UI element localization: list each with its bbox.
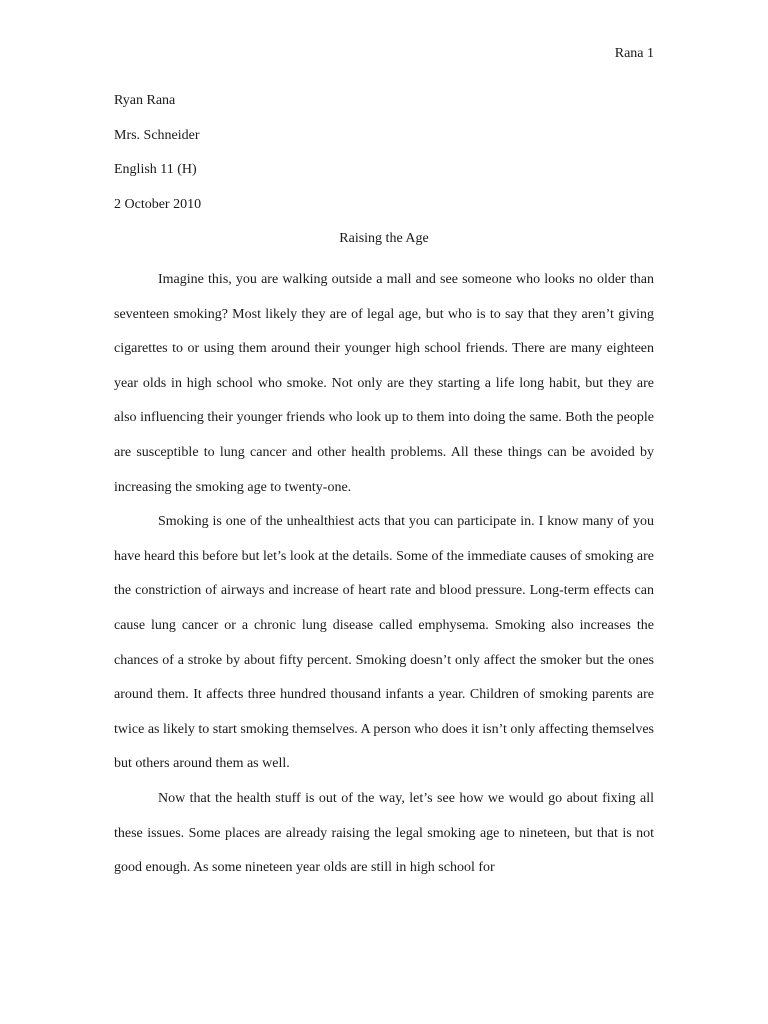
course-name: English 11 (H) <box>114 162 197 178</box>
paragraph-health: Smoking is one of the unhealthiest acts that you can participate in. I know many of you have heard this before but let’s look at the details. Some of the immediate causes of smoking are the constriction of airways and increase of heart rate and blood pressure. Long-term effects can cause lung cancer or a chronic lung disease called emphysema. Smoking also increases the chances of a stroke by about fifty percent. Smoking doesn’t only affect the smoker but the ones around them. It affects three hundred thousand infants a year. Children of smoking parents are twice as likely to start smoking themselves. A person who does it isn’t only affecting themselves but others around them as well. <box>114 514 654 772</box>
author-name: Ryan Rana <box>114 93 176 108</box>
mla-heading <box>114 91 654 229</box>
essay-body <box>114 263 654 886</box>
paragraph-intro: Imagine this, you are walking outside a mall and see someone who looks no older than seventeen smoking? Most likely they are of legal age, but who is to say that they aren’t giving cigarettes to or using them around their younger high school friends. There are many eighteen year olds in high school who smoke. Not only are they starting a life long habit, but they are also influencing their younger friends who look up to them into doing the same. Both the people are susceptible to lung cancer and other health problems. All these things can be avoided by increasing the smoking age to twenty-one. <box>114 272 654 495</box>
paragraph-solution: Now that the health stuff is out of the way, let’s see how we would go about fixing all these issues. Some places are already raising the legal smoking age to nineteen, but that is not good enough. As some nineteen year olds are still in high school for <box>114 790 654 876</box>
essay-title: Raising the Age <box>339 231 429 246</box>
essay-date: 2 October 2010 <box>114 196 202 212</box>
page-number-header: Rana 1 <box>614 46 654 61</box>
teacher-name: Mrs. Schneider <box>114 127 200 143</box>
